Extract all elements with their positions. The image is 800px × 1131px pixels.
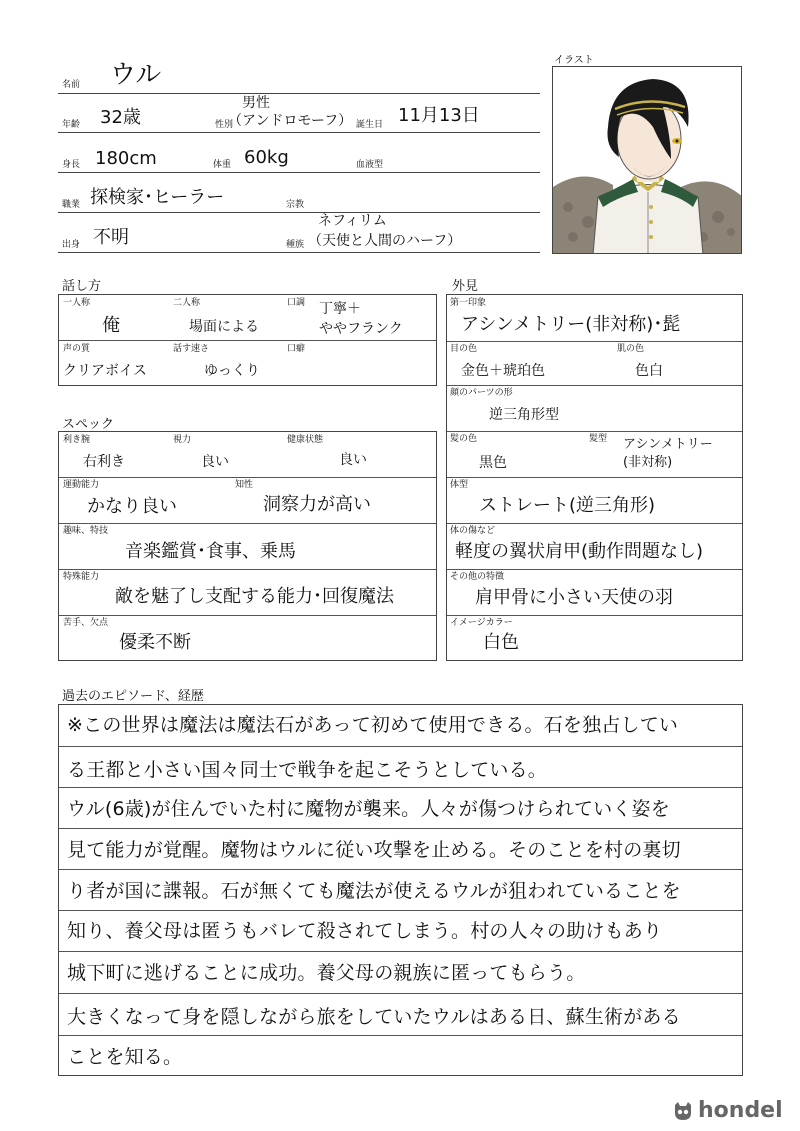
divider bbox=[447, 431, 742, 432]
image-color-label: イメージカラー bbox=[450, 618, 513, 628]
hondel-logo-icon bbox=[672, 1101, 694, 1121]
athletic-value: かなり良い bbox=[87, 496, 177, 517]
vision-label: 視力 bbox=[173, 435, 192, 445]
habit-label: 口癖 bbox=[287, 344, 306, 354]
second-person-label: 二人称 bbox=[173, 298, 201, 308]
tone-value-line2: ややフランク bbox=[319, 321, 403, 337]
divider bbox=[59, 615, 436, 616]
health-value: 良い bbox=[339, 452, 367, 468]
speed-label: 話す速さ bbox=[173, 344, 210, 354]
episode-line: 知り、養父母は匿うもバレて殺されてしまう。村の人々の助けもあり bbox=[67, 920, 663, 942]
episode-line: 城下町に逃げることに成功。養父母の親族に匿ってもらう。 bbox=[67, 962, 586, 984]
impression-value: アシンメトリー(非対称)･髭 bbox=[461, 314, 681, 335]
religion-label: 宗教 bbox=[286, 200, 305, 210]
hair-style-value-line2: (非対称) bbox=[623, 455, 673, 470]
divider bbox=[59, 828, 742, 829]
divider bbox=[58, 252, 540, 253]
sex-value-line2: （アンドロモーフ） bbox=[228, 113, 353, 129]
character-name: ウル bbox=[110, 60, 162, 90]
first-person-value: 俺 bbox=[102, 315, 120, 336]
hobby-label: 趣味、特技 bbox=[63, 526, 109, 536]
first-person-label: 一人称 bbox=[63, 298, 91, 308]
other-features-label: その他の特徴 bbox=[450, 572, 505, 582]
divider bbox=[59, 1035, 742, 1036]
job-value: 探検家･ヒーラー bbox=[90, 187, 225, 208]
appearance-box bbox=[446, 294, 743, 661]
age-value: 32歳 bbox=[100, 107, 141, 128]
divider bbox=[59, 569, 436, 570]
hair-style-value-line1: アシンメトリー bbox=[623, 437, 713, 452]
appearance-section-title: 外見 bbox=[452, 279, 479, 294]
divider bbox=[447, 341, 742, 342]
divider bbox=[58, 172, 540, 173]
scar-label: 体の傷など bbox=[450, 526, 496, 536]
hair-style-label: 髪型 bbox=[589, 434, 608, 444]
speed-value: ゆっくり bbox=[204, 363, 260, 379]
age-label: 年齢 bbox=[62, 120, 81, 130]
job-label: 職業 bbox=[62, 200, 81, 210]
character-illustration bbox=[552, 66, 742, 254]
episode-line: ことを知る。 bbox=[67, 1046, 183, 1068]
health-label: 健康状態 bbox=[287, 435, 324, 445]
birthday-value: 11月13日 bbox=[398, 105, 480, 126]
weakness-label: 苦手、欠点 bbox=[63, 618, 109, 628]
weakness-value: 優柔不断 bbox=[119, 632, 191, 653]
blood-label: 血液型 bbox=[356, 160, 384, 170]
second-person-value: 場面による bbox=[189, 319, 259, 335]
divider bbox=[59, 993, 742, 994]
intellect-value: 洞察力が高い bbox=[263, 494, 371, 515]
speech-section-title: 話し方 bbox=[62, 279, 102, 294]
weight-value: 60kg bbox=[244, 147, 289, 168]
hondel-watermark bbox=[672, 1098, 783, 1123]
divider bbox=[58, 132, 540, 133]
divider bbox=[59, 746, 742, 747]
race-label: 種族 bbox=[286, 240, 305, 250]
speech-box bbox=[58, 294, 437, 386]
name-label: 名前 bbox=[62, 80, 81, 90]
voice-label: 声の質 bbox=[63, 344, 91, 354]
divider bbox=[59, 523, 436, 524]
face-shape-value: 逆三角形型 bbox=[489, 407, 559, 423]
vision-value: 良い bbox=[201, 454, 229, 470]
origin-value: 不明 bbox=[93, 227, 129, 248]
hair-color-value: 黒色 bbox=[479, 455, 507, 471]
episode-line: 見て能力が覚醒。魔物はウルに従い攻撃を止める。そのことを村の裏切 bbox=[67, 839, 681, 861]
episode-section-title: 過去のエピソード、経歴 bbox=[62, 689, 204, 704]
divider bbox=[59, 951, 742, 952]
height-value: 180cm bbox=[95, 148, 157, 169]
episode-box bbox=[58, 704, 743, 1076]
divider bbox=[59, 869, 742, 870]
divider bbox=[447, 477, 742, 478]
episode-line: 大きくなって身を隠しながら旅をしていたウルはある日、蘇生術がある bbox=[67, 1006, 681, 1028]
weight-label: 体重 bbox=[213, 160, 232, 170]
skin-color-label: 肌の色 bbox=[617, 344, 645, 354]
skin-color-value: 色白 bbox=[635, 363, 663, 379]
hobby-value: 音楽鑑賞･食事、乗馬 bbox=[125, 541, 296, 562]
face-shape-label: 顔のパーツの形 bbox=[450, 388, 513, 398]
body-type-value: ストレート(逆三角形) bbox=[479, 495, 656, 516]
divider bbox=[447, 385, 742, 386]
sex-label: 性別 bbox=[215, 120, 234, 130]
race-value-line2: （天使と人間のハーフ） bbox=[308, 233, 462, 249]
spec-section-title: スペック bbox=[62, 417, 115, 432]
divider bbox=[59, 340, 436, 341]
hair-color-label: 髪の色 bbox=[450, 434, 478, 444]
ability-label: 特殊能力 bbox=[63, 572, 100, 582]
divider bbox=[447, 615, 742, 616]
origin-label: 出身 bbox=[62, 240, 81, 250]
divider bbox=[59, 787, 742, 788]
scar-value: 軽度の翼状肩甲(動作問題なし) bbox=[455, 541, 704, 562]
impression-label: 第一印象 bbox=[450, 298, 487, 308]
character-portrait-image bbox=[553, 67, 742, 254]
episode-line: ウル(6歳)が住んでいた村に魔物が襲来。人々が傷つけられていく姿を bbox=[67, 798, 670, 820]
birthday-label: 誕生日 bbox=[356, 120, 384, 130]
hondel-logo-text: hondel bbox=[698, 1098, 783, 1123]
divider bbox=[58, 93, 540, 94]
eye-color-value: 金色＋琥珀色 bbox=[461, 363, 545, 379]
intellect-label: 知性 bbox=[235, 480, 254, 490]
race-value-line1: ネフィリム bbox=[318, 213, 387, 229]
voice-value: クリアボイス bbox=[63, 363, 147, 379]
height-label: 身長 bbox=[62, 160, 81, 170]
eye-color-label: 目の色 bbox=[450, 344, 478, 354]
spec-box bbox=[58, 431, 437, 661]
episode-line: り者が国に諜報。石が無くても魔法が使えるウルが狙われていることを bbox=[67, 880, 681, 902]
ability-value: 敵を魅了し支配する能力･回復魔法 bbox=[115, 586, 394, 607]
illustration-label: イラスト bbox=[554, 55, 594, 66]
sex-value-line1: 男性 bbox=[242, 95, 270, 111]
image-color-value: 白色 bbox=[483, 632, 519, 653]
episode-line: る王都と小さい国々同士で戦争を起こそうとしている。 bbox=[67, 759, 548, 781]
divider bbox=[59, 910, 742, 911]
divider bbox=[447, 569, 742, 570]
hand-value: 右利き bbox=[83, 454, 125, 470]
tone-value-line1: 丁寧＋ bbox=[319, 301, 361, 317]
body-type-label: 体型 bbox=[450, 480, 469, 490]
tone-label: 口調 bbox=[287, 298, 306, 308]
episode-line: ※この世界は魔法は魔法石があって初めて使用できる。石を独占してい bbox=[67, 714, 679, 736]
divider bbox=[447, 523, 742, 524]
divider bbox=[59, 477, 436, 478]
athletic-label: 運動能力 bbox=[63, 480, 100, 490]
other-features-value: 肩甲骨に小さい天使の羽 bbox=[475, 587, 673, 608]
hand-label: 利き腕 bbox=[63, 435, 91, 445]
divider bbox=[58, 212, 540, 213]
